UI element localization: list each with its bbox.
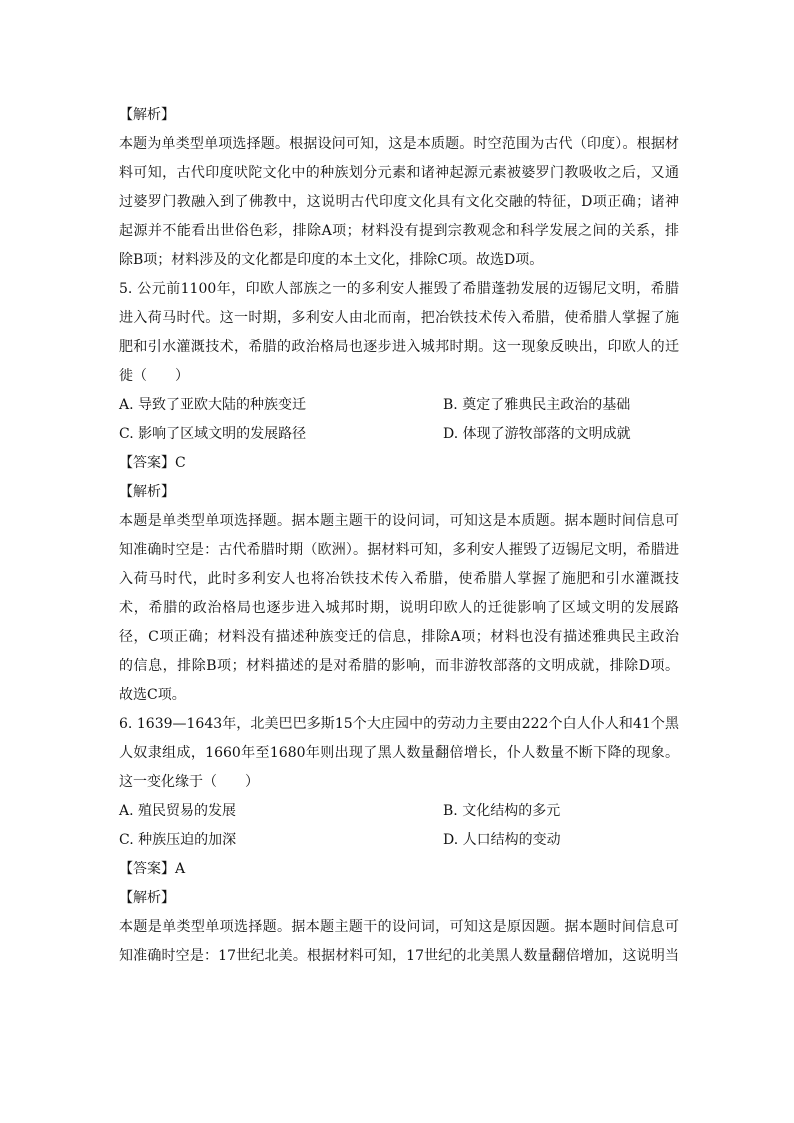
q5-analysis-line: 术，希腊的政治格局也逐步进入城邦时期，说明印欧人的迁徙影响了区域文明的发展路 [119, 600, 679, 616]
q5-options-row-1 [119, 391, 679, 420]
analysis-heading-q6: 【解析】 [119, 890, 175, 906]
q6-options-row-1 [119, 797, 679, 826]
q5-analysis-line: 径，C项正确；材料没有描述种族变迁的信息，排除A项；材料也没有描述雅典民主政治 [119, 629, 679, 645]
q5-stem-line: 5. 公元前1100年，印欧人部族之一的多利安人摧毁了希腊蓬勃发展的迈锡尼文明，希腊 [119, 281, 679, 297]
q5-options-row-2 [119, 420, 679, 449]
q4-analysis-line: 料可知，古代印度吠陀文化中的种族划分元素和诸神起源元素被婆罗门教吸收之后，又通 [119, 165, 679, 181]
q5-analysis-line: 知准确时空是：古代希腊时期（欧洲）。据材料可知，多利安人摧毁了迈锡尼文明，希腊进 [119, 542, 679, 558]
q5-analysis-line: 故选C项。 [119, 687, 186, 703]
q6-options-row-2 [119, 826, 679, 855]
q5-option-b: B. 奠定了雅典民主政治的基础 [443, 397, 631, 413]
q6-stem-line: 6. 1639—1643年，北美巴巴多斯15个大庄园中的劳动力主要由222个白人仆人和41个黑 [119, 716, 679, 732]
q5-analysis-line: 的信息，排除B项；材料描述的是对希腊的影响，而非游牧部落的文明成就，排除D项。 [119, 658, 679, 674]
q6-answer: 【答案】A [119, 861, 186, 877]
q4-analysis-line: 过婆罗门教融入到了佛教中，这说明古代印度文化具有文化交融的特征，D项正确；诸神 [119, 194, 679, 210]
q4-analysis-line: 本题为单类型单项选择题。根据设问可知，这是本质题。时空范围为古代（印度）。根据材 [119, 136, 679, 152]
q5-option-c: C. 影响了区域文明的发展路径 [119, 426, 307, 442]
q6-option-d: D. 人口结构的变动 [443, 832, 561, 848]
q6-option-c: C. 种族压迫的加深 [119, 832, 237, 848]
q4-analysis-line: 除B项；材料涉及的文化都是印度的本土文化，排除C项。故选D项。 [119, 252, 544, 268]
q6-stem-line: 这一变化缘于（ ） [119, 774, 259, 790]
q5-answer: 【答案】C [119, 455, 186, 471]
q5-option-d: D. 体现了游牧部落的文明成就 [443, 426, 631, 442]
q5-stem-line: 进入荷马时代。这一时期，多利安人由北而南，把冶铁技术传入希腊，使希腊人掌握了施 [119, 310, 679, 326]
q6-option-a: A. 殖民贸易的发展 [119, 803, 237, 819]
q5-stem-line: 肥和引水灌溉技术，希腊的政治格局也逐步进入城邦时期。这一现象反映出，印欧人的迁 [119, 339, 679, 355]
q6-stem-line: 人奴隶组成，1660年至1680年则出现了黑人数量翻倍增长，仆人数量不断下降的现象。 [119, 745, 679, 761]
q6-analysis-line: 知准确时空是：17世纪北美。根据材料可知，17世纪的北美黑人数量翻倍增加，这说明当 [119, 948, 679, 964]
analysis-heading-q4: 【解析】 [119, 107, 175, 123]
q6-option-b: B. 文化结构的多元 [443, 803, 561, 819]
analysis-heading-q5: 【解析】 [119, 484, 175, 500]
q5-analysis-line: 本题是单类型单项选择题。据本题主题干的设问词，可知这是本质题。据本题时间信息可 [119, 513, 679, 529]
document-page [119, 101, 679, 971]
q5-analysis-line: 入荷马时代，此时多利安人也将冶铁技术传入希腊，使希腊人掌握了施肥和引水灌溉技 [119, 571, 679, 587]
q5-stem-line: 徙（ ） [119, 368, 189, 384]
q6-analysis-line: 本题是单类型单项选择题。据本题主题干的设问词，可知这是原因题。据本题时间信息可 [119, 919, 679, 935]
q4-analysis-line: 起源并不能看出世俗色彩，排除A项；材料没有提到宗教观念和科学发展之间的关系，排 [119, 223, 679, 239]
q5-option-a: A. 导致了亚欧大陆的种族变迁 [119, 397, 307, 413]
